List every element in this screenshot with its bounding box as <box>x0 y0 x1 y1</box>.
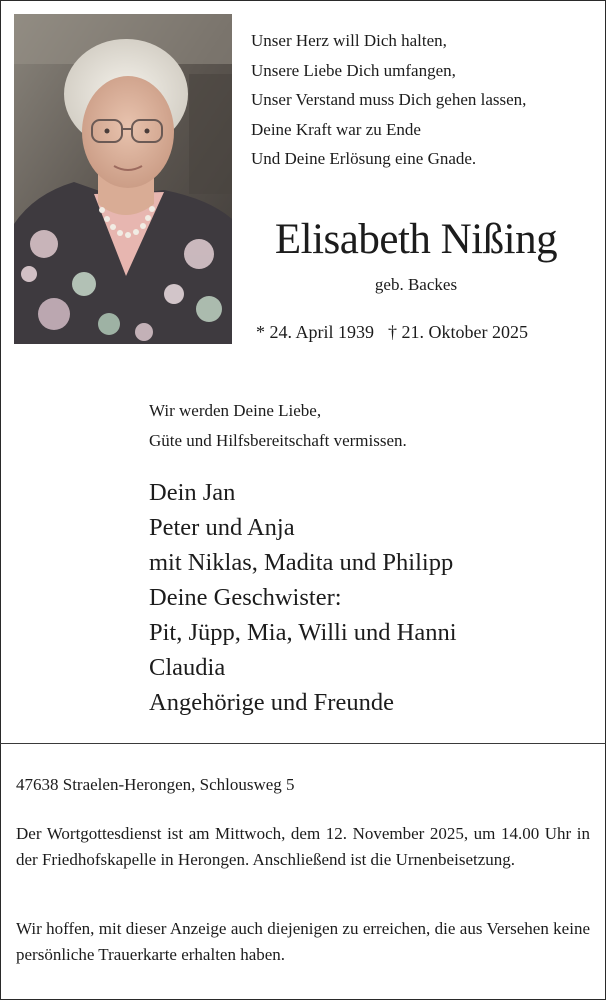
closing-notice: Wir hoffen, mit dieser Anzeige auch diejenigen zu erreichen, die aus Versehen keine persönliche Trauerkarte erhalten haben. <box>16 919 590 964</box>
poem-line: Und Deine Erlösung eine Gnade. <box>251 149 477 169</box>
mourner-line: Pit, Jüpp, Mia, Willi und Hanni <box>149 619 457 646</box>
address: 47638 Straelen-Herongen, Schlousweg 5 <box>16 775 295 794</box>
poem-line: Deine Kraft war zu Ende <box>251 119 421 139</box>
life-dates <box>256 318 596 346</box>
section-divider <box>0 743 606 744</box>
mourner-line: Dein Jan <box>149 479 236 506</box>
mourner-line: Peter und Anja <box>149 514 295 541</box>
poem <box>251 26 596 174</box>
deceased-name: Elisabeth Nißing <box>274 216 558 263</box>
service-notice: Der Wortgottesdienst ist am Mittwoch, dem 12. November 2025, um 14.00 Uhr in der Friedhofskapelle in Herongen. Anschließend ist die Urnenbeisetzung. <box>16 824 590 869</box>
mourner-line: Deine Geschwister: <box>149 584 342 611</box>
mourners-list <box>149 475 589 720</box>
farewell-quote <box>149 396 569 456</box>
portrait-photo <box>14 14 232 344</box>
birth-date: * 24. April 1939 <box>256 322 375 342</box>
poem-line: Unser Herz will Dich halten, <box>251 31 447 50</box>
portrait-image <box>14 14 232 344</box>
born-name: geb. Backes <box>374 275 458 294</box>
death-date: † 21. Oktober 2025 <box>388 322 528 342</box>
poem-line: Unsere Liebe Dich umfangen, <box>251 60 456 80</box>
mourner-line: Claudia <box>149 654 226 681</box>
mourner-line: mit Niklas, Madita und Philipp <box>149 549 454 576</box>
poem-line: Unser Verstand muss Dich gehen lassen, <box>251 90 527 110</box>
mourner-line: Angehörige und Freunde <box>149 689 394 716</box>
quote-line: Wir werden Deine Liebe, <box>149 401 322 420</box>
quote-line: Güte und Hilfsbereitschaft vermissen. <box>149 431 407 450</box>
